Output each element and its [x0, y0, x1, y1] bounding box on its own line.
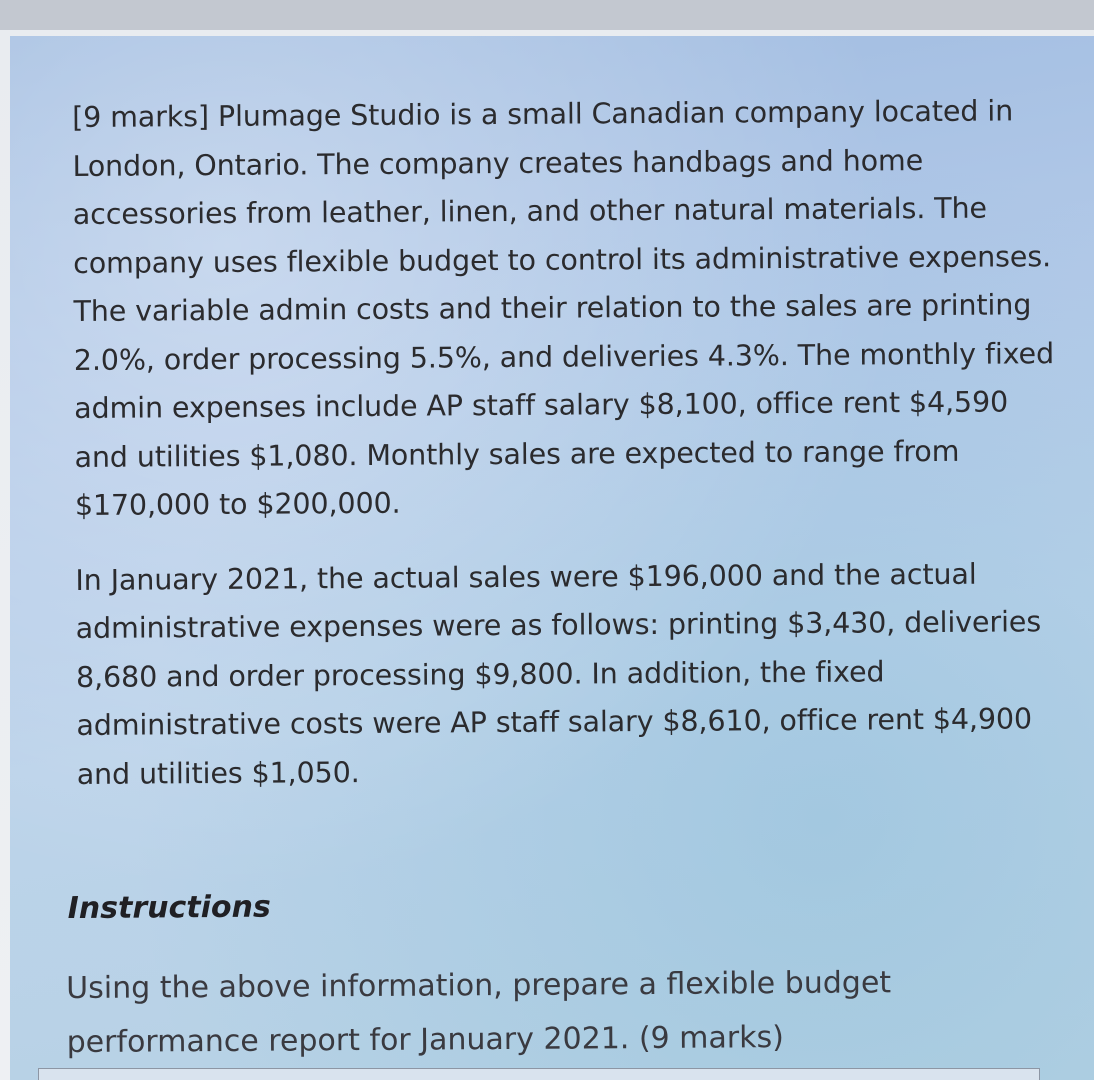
answer-input-box[interactable]	[38, 1068, 1040, 1080]
question-paragraph-1: [9 marks] Plumage Studio is a small Canadian company located in London, Ontario. The company creates handbags and home accessories from leather, linen, and other natural materials. The company uses flexible budget to control its administrative expenses. The variable admin costs and their relation to the sales are printing 2.0%, order processing 5.5%, and deliveries 4.3%. The monthly fixed admin expenses include AP staff salary $8,100, office rent $4,590 and utilities $1,080. Monthly sales are expected to range from $170,000 to $200,000.	[72, 94, 1055, 522]
question-content	[66, 87, 1069, 1070]
question-paragraph-2: In January 2021, the actual sales were $196,000 and the actual administrative expenses were as follows: printing $3,430, deliveries 8,680 and order processing $9,800. In addition, the fixed administrative costs were AP staff salary $8,610, office rent $4,900 and utilities $1,050.	[75, 557, 1042, 791]
instructions-text: Using the above information, prepare a flexible budget performance report for January 2021. (9 marks)	[66, 965, 892, 1061]
question-panel	[10, 36, 1094, 1080]
instructions-heading: Instructions	[67, 889, 271, 927]
